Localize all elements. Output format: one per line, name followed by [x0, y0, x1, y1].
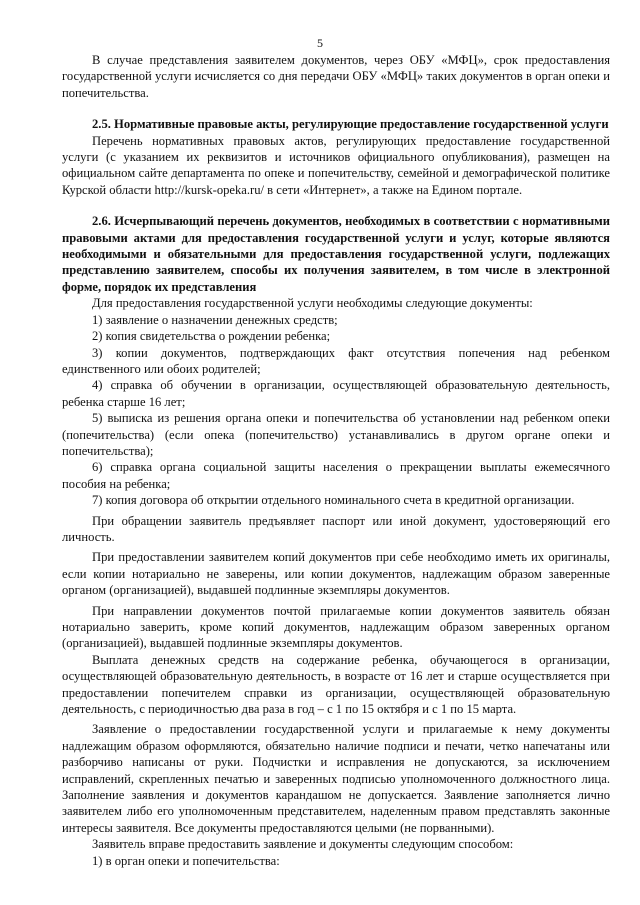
submission-method-item: 1) в орган опеки и попечительства: — [92, 853, 280, 868]
list-item: 3) копии документов, подтверждающих факт отсутствия попечения над ребенком единственного или обоих родителей; — [62, 345, 610, 376]
intro-paragraph: В случае представления заявителем документов, через ОБУ «МФЦ», срок предоставления государственной услуги исчисляется со дня передачи ОБУ «МФЦ» таких документов в орган опеки и попечительства. — [62, 53, 610, 100]
passport-paragraph: При обращении заявитель предъявляет паспорт или иной документ, удостоверяющий его личность. — [62, 513, 610, 544]
mail-paragraph: При направлении документов почтой прилагаемые копии документов заявитель обязан нотариально заверить, кроме копий документов, надлежащим образом заверенных органом (организацией), выдавшей подлинные экземпляры документов. — [62, 603, 610, 651]
copies-paragraph: При предоставлении заявителем копий документов при себе необходимо иметь их оригиналы, если копии нотариально не заверены, или копии документов, надлежащим образом заверенные органом (организацией), выдавшей подлинные экземпляры документов. — [62, 550, 610, 598]
list-item: 7) копия договора об открытии отдельного номинального счета в кредитной организации. — [92, 493, 575, 508]
list-item: 5) выписка из решения органа опеки и попечительства об установлении над ребенком опеки (попечительства) (если опека (попечительство) устанавливались в другом органе опеки и попечительства); — [62, 411, 610, 458]
list-item: 4) справка об обучении в организации, осуществляющей образовательную деятельность, ребенка старше 16 лет; — [62, 378, 610, 409]
list-intro: Для предоставления государственной услуги необходимы следующие документы: — [92, 296, 533, 311]
section-2-5-text: Перечень нормативных правовых актов, регулирующих предоставление государственной услуги (с указанием их реквизитов и источников официального опубликования), размещен на официальном сайте департамента по опеке и попечительству, семейной и демографической политике Курской области http://kursk-opeka.ru/ в сети «Интернет», а также на Едином портале. — [62, 133, 610, 197]
list-item: 1) заявление о назначении денежных средств; — [92, 312, 338, 327]
list-item: 2) копия свидетельства о рождении ребенка; — [92, 329, 331, 344]
section-2-6-heading: 2.6. Исчерпывающий перечень документов, необходимых в соответствии с нормативными правовыми актами для предоставления государственной услуги и услуг, которые являются необходимыми и обязательными для предоставления государственной услуги, подлежащих представлению заявителем, способы их получения заявителем, в том числе в электронной форме, порядок их представления — [62, 214, 610, 294]
spacer — [62, 101, 610, 116]
page-content — [62, 52, 610, 869]
application-requirements-paragraph: Заявление о предоставлении государственной услуги и прилагаемые к нему документы надлежащим образом оформляются, обязательно наличие подписи и печати, четко напечатаны или разборчиво написаны от руки. Подчистки и исправления не допускаются, за исключением исправлений, скрепленных печатью и заверенных подписью уполномоченного должностного лица. Заполнение заявления и документов карандашом не допускается. Заявление заполняется лично заявителем либо его уполномоченным представителем, наделенным правом представлять законные интересы заявителя. Все документы предоставляются целыми (не порванными). — [62, 722, 610, 835]
list-item: 6) справка органа социальной защиты населения о прекращении выплаты ежемесячного пособия на ребенка; — [62, 460, 610, 491]
payment-paragraph: Выплата денежных средств на содержание ребенка, обучающегося в организации, осуществляющей образовательную деятельность, в возрасте от 16 лет и старше осуществляется при предоставлении попечителем справки из организации, осуществляющей образовательную деятельность, с периодичностью два раза в год – с 1 по 15 октября и с 1 по 15 марта. — [62, 652, 610, 717]
page-number: 5 — [317, 36, 323, 50]
spacer — [62, 198, 610, 213]
submission-methods-paragraph: Заявитель вправе предоставить заявление и документы следующим способом: — [92, 837, 514, 852]
section-2-5-heading: 2.5. Нормативные правовые акты, регулирующие предоставление государственной услуги — [92, 117, 609, 132]
